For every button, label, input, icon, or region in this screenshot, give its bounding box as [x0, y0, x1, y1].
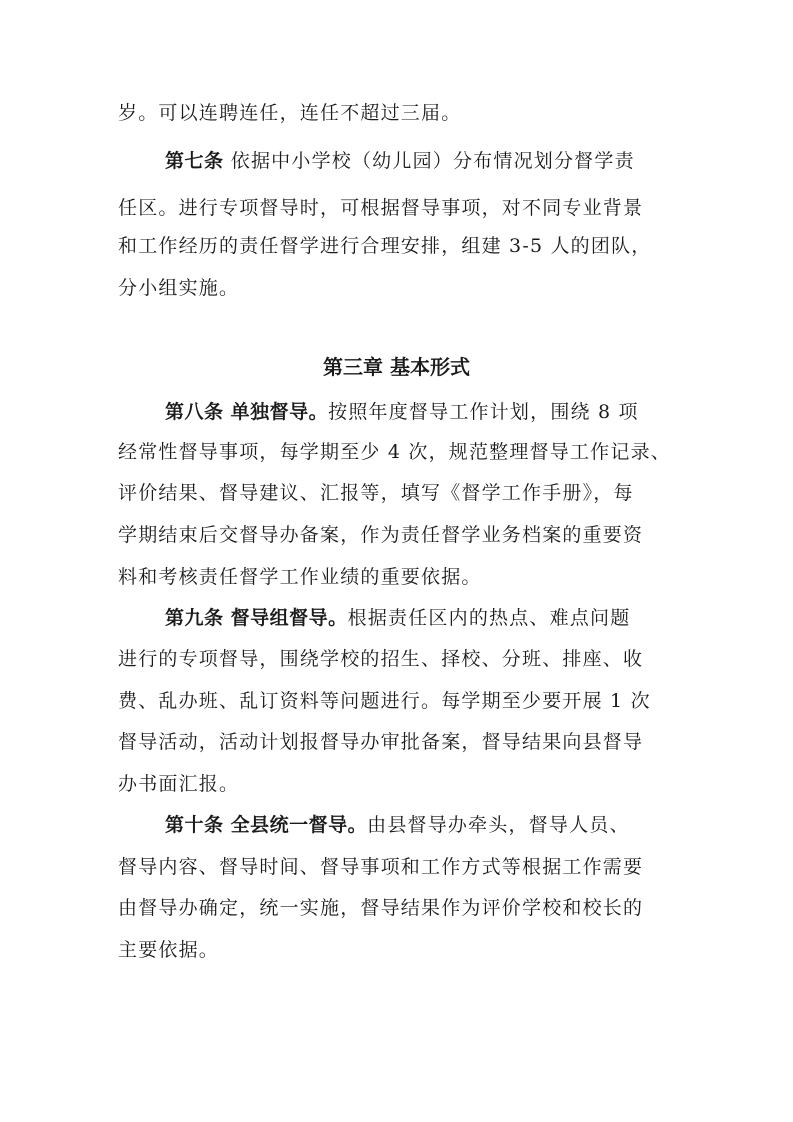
text-line: 督导活动，活动计划报督导办审批备案，督导结果向县督导 — [118, 731, 644, 753]
article-9-title: 第九条 督导组督导。 — [165, 607, 348, 629]
text-line: 费、乱办班、乱订资料等问题进行。每学期至少要开展 1 次 — [118, 690, 651, 712]
text-line: 岁。可以连聘连任，连任不超过三届。 — [118, 102, 462, 124]
text-line: 由督导办确定，统一实施，督导结果作为评价学校和校长的 — [118, 897, 644, 919]
chapter-heading: 第三章 基本形式 — [323, 355, 470, 379]
text-line: 督导内容、督导时间、督导事项和工作方式等根据工作需要 — [118, 856, 644, 878]
text-line: 办书面汇报。 — [118, 773, 240, 795]
text-line: 主要依据。 — [118, 939, 220, 961]
article-10-paragraph: 第十条 全县统一督导。由县督导办牵头，督导人员、 — [165, 814, 630, 836]
article-7-title: 第七条 — [165, 150, 224, 172]
article-8-paragraph: 第八条 单独督导。按照年度督导工作计划，围绕 8 项 — [165, 401, 639, 423]
article-10-title: 第十条 全县统一督导。 — [165, 814, 368, 836]
article-7-paragraph: 第七条 依据中小学校（幼儿园）分布情况划分督学责 — [165, 150, 635, 172]
article-8-title: 第八条 单独督导。 — [165, 401, 329, 423]
text-line: 进行的专项督导，围绕学校的招生、择校、分班、排座、收 — [118, 648, 644, 670]
text-line: 和工作经历的责任督学进行合理安排，组建 3-5 人的团队， — [118, 235, 652, 257]
text-line: 料和考核责任督学工作业绩的重要依据。 — [118, 566, 482, 588]
article-9-paragraph: 第九条 督导组督导。根据责任区内的热点、难点问题 — [165, 607, 631, 629]
text-line: 分小组实施。 — [118, 277, 240, 299]
text-line: 经常性督导事项，每学期至少 4 次，规范整理督导工作记录、 — [118, 441, 671, 463]
text-line: 学期结束后交督导办备案，作为责任督学业务档案的重要资 — [118, 524, 644, 546]
text-line: 任区。进行专项督导时，可根据督导事项，对不同专业背景 — [118, 197, 644, 219]
text-line: 评价结果、督导建议、汇报等，填写《督学工作手册》，每 — [118, 482, 634, 504]
